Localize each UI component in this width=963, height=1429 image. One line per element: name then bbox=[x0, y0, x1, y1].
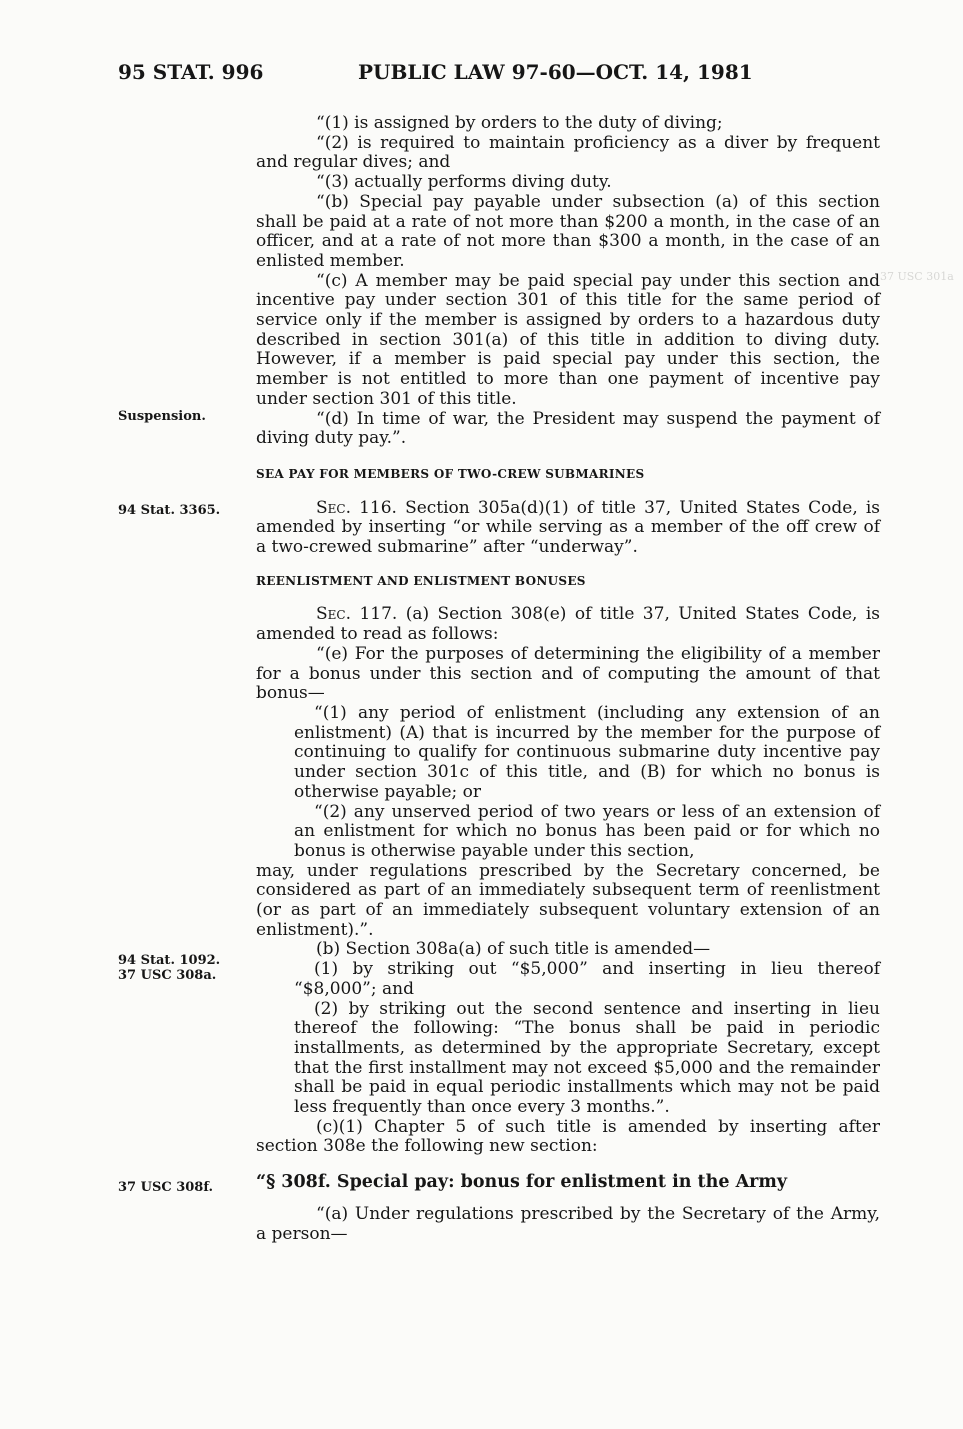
statute-page-number: 95 STAT. 996 bbox=[118, 60, 264, 84]
clause-1: “(1) is assigned by orders to the duty of diving; bbox=[316, 113, 723, 133]
section-116-text: 116. Section 305a(d)(1) of title 37, United States Code, is amended by inserting “or while serving as a member of the off crew of a two-crewed submarine” after “underway”. bbox=[256, 497, 880, 558]
bleed-through-text: 37 USC 301a bbox=[880, 270, 954, 283]
subsection-c-amendment: (c)(1) Chapter 5 of such title is amended by inserting after section 308e the following new section: bbox=[256, 1116, 880, 1157]
clause-3: “(3) actually performs diving duty. bbox=[316, 172, 612, 193]
paragraph-e-1: “(1) any period of enlistment (including any extension of an enlistment) (A) that is incurred by the member for the purpose of continuing to qualify for continuous submarine duty incentive pay under section 301c of this title, and (B) for which no bonus is otherwise payable; or bbox=[294, 702, 880, 802]
margin-note-suspension: Suspension. bbox=[118, 409, 206, 424]
subsection-d: “(d) In time of war, the President may suspend the payment of diving duty pay.”. bbox=[256, 408, 880, 449]
section-117-text: 117. (a) Section 308(e) of title 37, United States Code, is amended to read as follows: bbox=[256, 604, 881, 645]
margin-note-stat-1092: 94 Stat. 1092. bbox=[118, 953, 221, 968]
subsection-e-continuation: may, under regulations prescribed by the Secretary concerned, be considered as part of an immediately subsequent term of reenlistment (or as part of an immediately subsequent voluntary extension of an enlistment).”. bbox=[256, 860, 880, 940]
section-116 bbox=[256, 499, 880, 558]
margin-note-usc-308f: 37 USC 308f. bbox=[118, 1180, 214, 1195]
section-label: Sec. bbox=[316, 604, 351, 625]
section-308f-a: “(a) Under regulations prescribed by the Secretary of the Army, a person— bbox=[256, 1203, 880, 1244]
amendment-2: (2) by striking out the second sentence and inserting in lieu thereof the following: “The bonus shall be paid in periodic installments, as determined by the appropriate Secretary, except that the first installment may not exceed $5,000 and the remainder shall be paid in equal periodic installments which may not be paid less frequently than once every 3 months.”. bbox=[294, 998, 880, 1118]
margin-note-stat-3365: 94 Stat. 3365. bbox=[118, 503, 221, 518]
section-heading-sea-pay: SEA PAY FOR MEMBERS OF TWO-CREW SUBMARINES bbox=[256, 466, 645, 481]
paragraph-e-2: “(2) any unserved period of two years or less of an extension of an enlistment for which no bonus has been paid or for which no bonus is otherwise payable under this section, bbox=[294, 801, 880, 861]
body-text bbox=[256, 114, 880, 1244]
public-law-title: PUBLIC LAW 97-60—OCT. 14, 1981 bbox=[358, 60, 753, 84]
section-308f-title: “§ 308f. Special pay: bonus for enlistment in the Army bbox=[256, 1172, 788, 1193]
section-label: Sec. bbox=[316, 497, 351, 518]
subsection-c: “(c) A member may be paid special pay under this section and incentive pay under section 301 of this title for the same period of service only if the member is assigned by orders to a hazardous duty described in section 301(a) of this title in addition to diving duty. However, if a member is paid special pay under this section, the member is not entitled to more than one payment of incentive pay under section 301 of this title. bbox=[256, 270, 880, 409]
subsection-e: “(e) For the purposes of determining the eligibility of a member for a bonus under this section and of computing the amount of that bonus— bbox=[256, 643, 880, 704]
amendment-1: (1) by striking out “$5,000” and inserting in lieu thereof “$8,000”; and bbox=[294, 959, 880, 999]
section-heading-reenlistment: REENLISTMENT AND ENLISTMENT BONUSES bbox=[256, 573, 586, 588]
page-header bbox=[118, 60, 768, 94]
subsection-b: “(b) Special pay payable under subsection (a) of this section shall be paid at a rate of not more than $200 a month, in the case of an officer, and at a rate of not more than $300 a month, in the case of an enlisted member. bbox=[256, 191, 880, 271]
subsection-b-amendment: (b) Section 308a(a) of such title is amended— bbox=[316, 939, 711, 960]
margin-note-usc-308a: 37 USC 308a. bbox=[118, 968, 217, 983]
section-117 bbox=[256, 605, 880, 644]
clause-2: “(2) is required to maintain proficiency as a diver by frequent and regular dives; and bbox=[256, 132, 880, 173]
